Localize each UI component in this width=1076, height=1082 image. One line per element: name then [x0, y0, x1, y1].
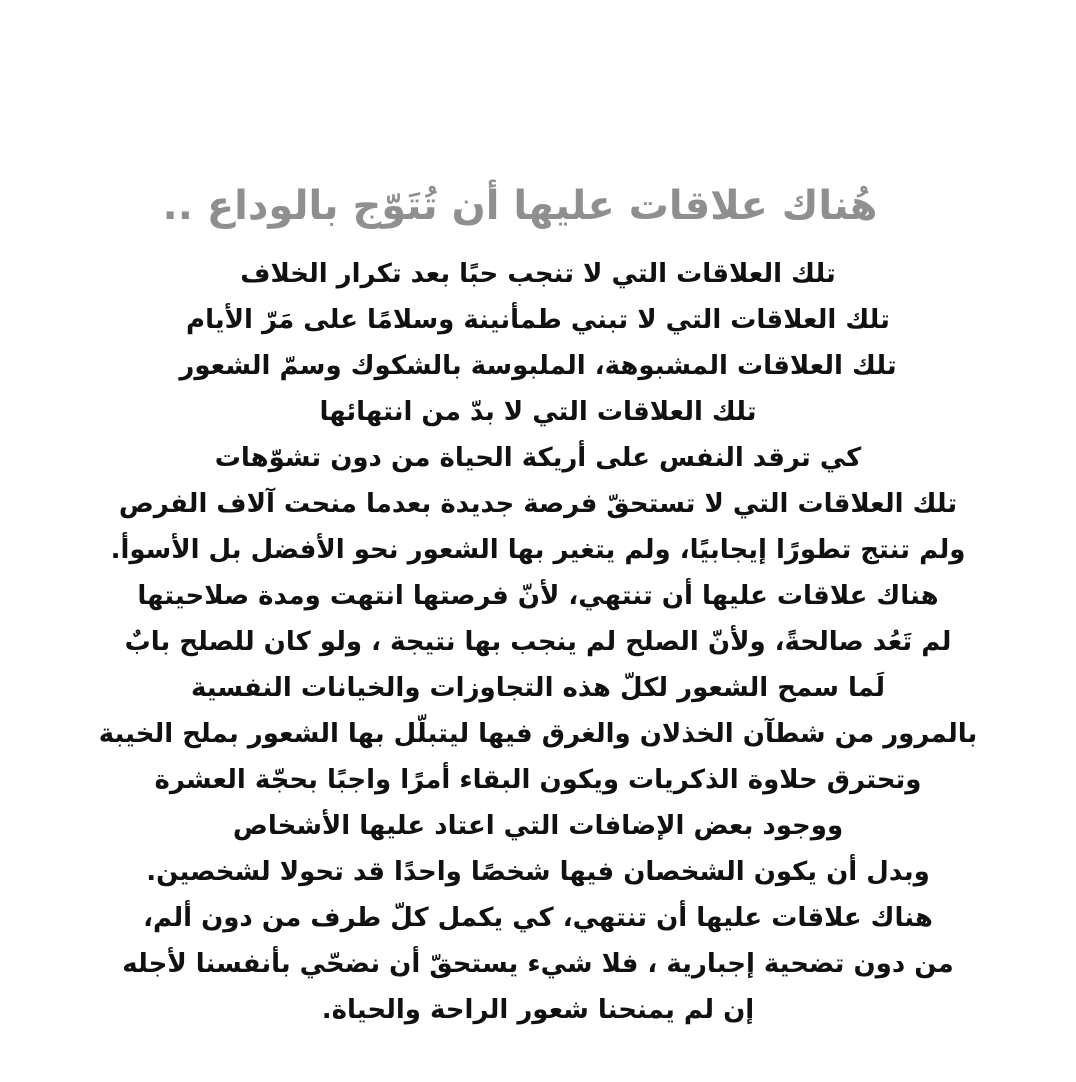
text-line: هناك علاقات عليها أن تنتهي، كي يكمل كلّ طرف من دون ألم،	[143, 903, 933, 933]
text-line: لم تَعُد صالحةً، ولأنّ الصلح لم ينجب بها نتيجة ، ولو كان للصلح بابٌ	[124, 627, 952, 657]
text-line: تلك العلاقات المشبوهة، الملبوسة بالشكوك وسمّ الشعور	[179, 351, 897, 381]
text-line: هناك علاقات عليها أن تنتهي، لأنّ فرصتها انتهت ومدة صلاحيتها	[137, 581, 939, 611]
text-line: تلك العلاقات التي لا تنجب حبًا بعد تكرار الخلاف	[240, 259, 836, 289]
text-line: وتحترق حلاوة الذكريات ويكون البقاء أمرًا واجبًا بحجّة العشرة	[154, 765, 922, 795]
text-line: كي ترقد النفس على أريكة الحياة من دون تشوّهات	[214, 443, 862, 473]
text-line: تلك العلاقات التي لا تبني طمأنينة وسلامًا على مَرّ الأيام	[186, 305, 890, 335]
text-line: ولم تنتج تطورًا إيجابيًا، ولم يتغير بها الشعور نحو الأفضل بل الأسوأ.	[110, 535, 966, 565]
text-line: تلك العلاقات التي لا بدّ من انتهائها	[319, 397, 757, 427]
text-line: وبدل أن يكون الشخصان فيها شخصًا واحدًا قد تحولا لشخصين.	[146, 857, 930, 887]
text-line: تلك العلاقات التي لا تستحقّ فرصة جديدة بعدما منحت آلاف الفرص	[118, 489, 958, 519]
text-line: ووجود بعض الإضافات التي اعتاد عليها الأشخاص	[232, 811, 844, 841]
document-title: هُناك علاقات عليها أن تُتَوّج بالوداع ..	[162, 183, 878, 229]
text-line: إن لم يمنحنا شعور الراحة والحياة.	[321, 995, 755, 1025]
text-line: بالمرور من شطآن الخذلان والغرق فيها ليتبلّل بها الشعور بملح الخيبة	[98, 719, 978, 749]
text-line: من دون تضحية إجبارية ، فلا شيء يستحقّ أن نضحّي بأنفسنا لأجله	[122, 949, 954, 979]
text-line: لَما سمح الشعور لكلّ هذه التجاوزات والخيانات النفسية	[190, 673, 885, 703]
